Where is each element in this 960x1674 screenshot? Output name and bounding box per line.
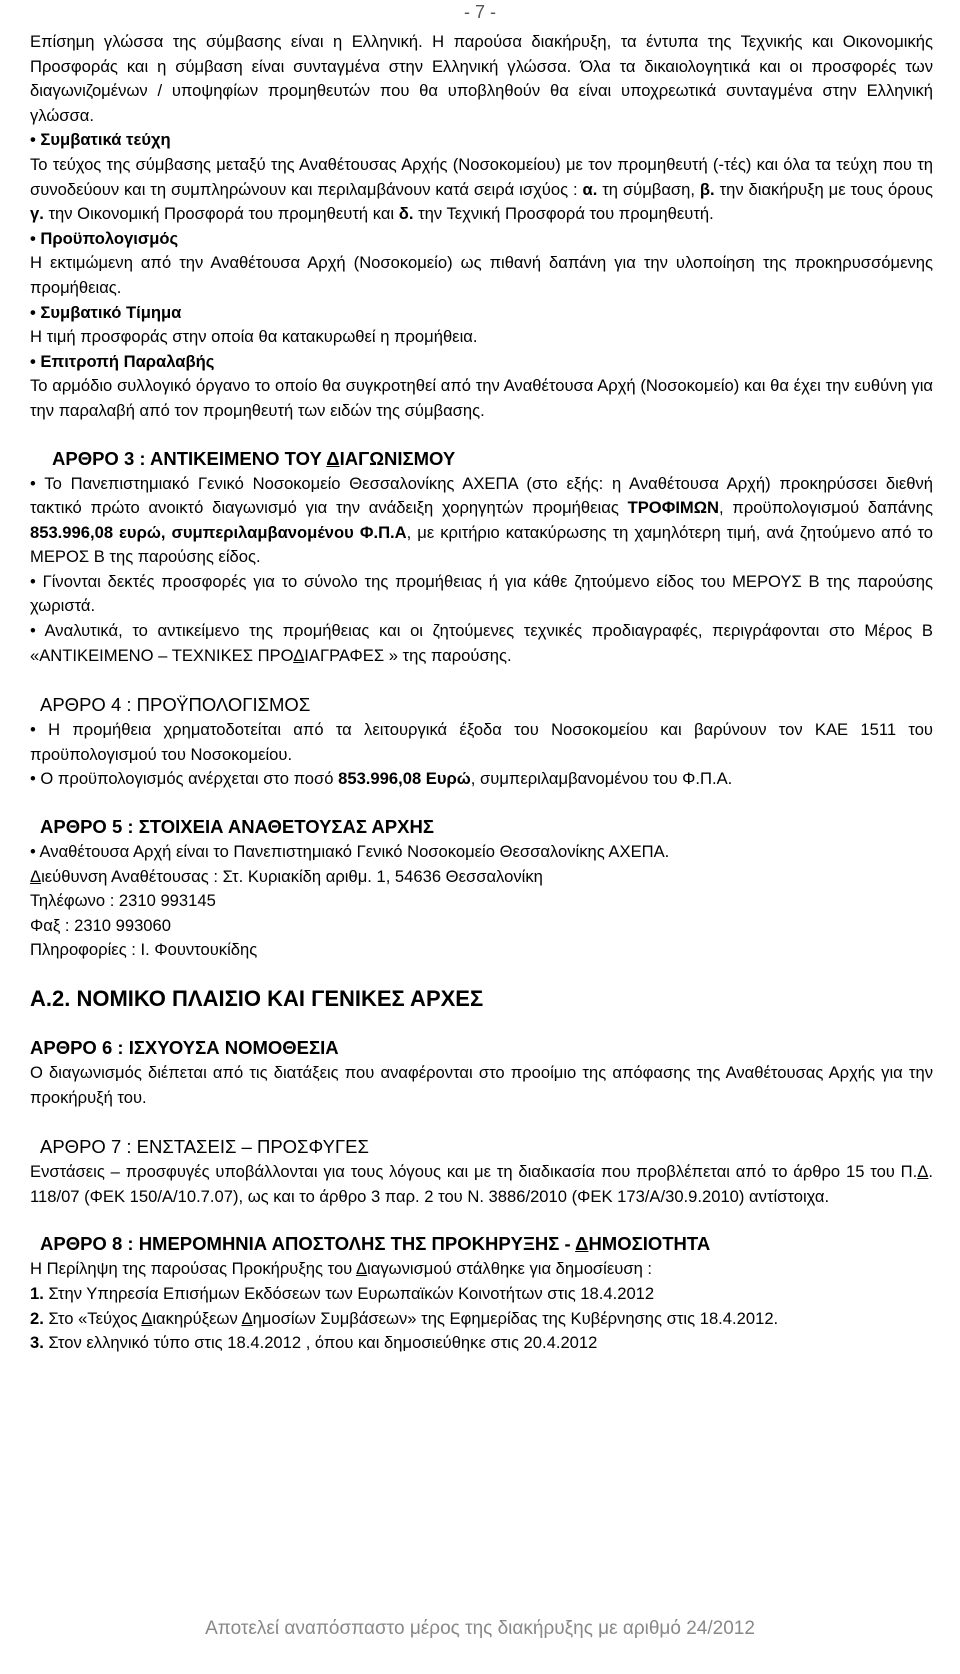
definition-text: Το αρμόδιο συλλογικό όργανο το οποίο θα συγκροτηθεί από την Αναθέτουσα Αρχή (Νοσοκομείο) και θα έχει την ευθύνη για την παραλαβή από τον προμηθευτή των ειδών της σύμβασης. xyxy=(30,376,933,420)
article-8-intro: Η Περίληψη της παρούσας Προκήρυξης του Διαγωνισμού στάλθηκε για δημοσίευση : xyxy=(30,1259,653,1279)
intro-paragraph xyxy=(30,30,933,128)
list-item: 2. Στο «Τεύχος Διακηρύξεων Δημοσίων Συμβάσεων» της Εφημερίδας της Κυβέρνησης στις 18.4.2012. xyxy=(30,1308,779,1328)
article-6-text: Ο διαγωνισμός διέπεται από τις διατάξεις που αναφέρονται στο προοίμιο της απόφασης της Αναθέτουσας Αρχής για την προκήρυξή του. xyxy=(30,1063,933,1107)
definition-text: Η τιμή προσφοράς στην οποία θα κατακυρωθεί η προμήθεια. xyxy=(30,327,478,347)
article-4-bullet: • Ο προϋπολογισμός ανέρχεται στο ποσό 853.996,08 Ευρώ, συμπεριλαμβανομένου του Φ.Π.Α. xyxy=(30,769,733,789)
article-8-heading: ΑΡΘΡΟ 8 : ΗΜΕΡΟΜΗΝΙΑ ΑΠΟΣΤΟΛΗΣ ΤΗΣ ΠΡΟΚΗΡΥΞΗΣ - ΔΗΜΟΣΙΟΤΗΤΑ xyxy=(40,1233,711,1255)
article-7-text: Ενστάσεις – προσφυγές υποβάλλονται για τους λόγους και με τη διαδικασία που προβλέπεται από το άρθρο 15 του Π.Δ. 118/07 (ΦΕΚ 150/Α/10.7.07), ως και το άρθρο 3 παρ. 2 του Ν. 3886/2010 (ΦΕΚ 173/Α/30.9.2010) αντίστοιχα. xyxy=(30,1162,933,1206)
article-3-heading: ΑΡΘΡΟ 3 : ΑΝΤΙΚΕΙΜΕΝΟ ΤΟΥ ΔΙΑΓΩΝΙΣΜΟΥ xyxy=(52,447,456,469)
article-6-heading: ΑΡΘΡΟ 6 : ΙΣΧΥΟΥΣΑ ΝΟΜΟΘΕΣΙΑ xyxy=(30,1037,339,1058)
intro-text-a: Επίσημη γλώσσα της σύμβασης είναι η Ελληνική. Η παρούσα διακήρυξη, τα έντυπα της Τεχνικής και Οικονομικής Προσφοράς και η σύμβαση είναι συνταγμένα στην Ελληνική γλώσσα. xyxy=(30,32,933,76)
definition-term: • Συμβατικό Τίμημα xyxy=(30,302,182,322)
contact-fax: Φαξ : 2310 993060 xyxy=(30,915,171,935)
contact-phone: Τηλέφωνο : 2310 993145 xyxy=(30,891,216,911)
article-7-heading: ΑΡΘΡΟ 7 : ΕΝΣΤΑΣΕΙΣ – ΠΡΟΣΦΥΓΕΣ xyxy=(40,1136,369,1158)
page-number: - 7 - xyxy=(463,2,496,22)
definition-term: • Επιτροπή Παραλαβής xyxy=(30,351,215,371)
article-5-heading: ΑΡΘΡΟ 5 : ΣΤΟΙΧΕΙΑ ΑΝΑΘΕΤΟΥΣΑΣ ΑΡΧΗΣ xyxy=(40,816,434,838)
contact-line: • Αναθέτουσα Αρχή είναι το Πανεπιστημιακό Γενικό Νοσοκομείο Θεσσαλονίκης ΑΧΕΠΑ. xyxy=(30,842,670,862)
definition-term: • Προϋπολογισμός xyxy=(30,228,179,248)
definition-term: • Συμβατικά τεύχη xyxy=(30,130,171,150)
document-body xyxy=(30,30,933,1356)
article-3-bullet: • Αναλυτικά, το αντικείμενο της προμήθειας και οι ζητούμενες τεχνικές προδιαγραφές, περιγράφονται στο Μέρος Β «ΑΝΤΙΚΕΙΜΕΝΟ – ΤΕΧΝΙΚΕΣ ΠΡΟΔΙΑΓΡΑΦΕΣ » της παρούσης. xyxy=(30,621,933,665)
article-4-bullet: • Η προμήθεια χρηματοδοτείται από τα λειτουργικά έξοδα του Νοσοκομείου και βαρύνουν τον ΚΑΕ 1511 του προϋπολογισμού του Νοσοκομείου. xyxy=(30,720,933,764)
definition-text: Το τεύχος της σύμβασης μεταξύ της Αναθέτουσας Αρχής (Νοσοκομείου) με τον προμηθευτή (-τές) και όλα τα τεύχη που τη συνοδεύουν και τη συμπληρώνουν και περιλαμβάνουν κατά σειρά ισχύος : α. τη σύμβαση, β. την διακήρυξη με τους όρους γ. την Οικονομική Προσφορά του προμηθευτή και δ. την Τεχνική Προσφορά του προμηθευτή. xyxy=(30,154,933,224)
contact-line: Διεύθυνση Αναθέτουσας : Στ. Κυριακίδη αριθμ. 1, 54636 Θεσσαλονίκη xyxy=(30,866,543,886)
article-4-heading: ΑΡΘΡΟ 4 : ΠΡΟΫΠΟΛΟΓΙΣΜΟΣ xyxy=(40,694,311,716)
page-footer: Αποτελεί αναπόσπαστο μέρος της διακήρυξης με αριθμό 24/2012 xyxy=(205,1618,755,1639)
article-3-bullet: • Το Πανεπιστημιακό Γενικό Νοσοκομείο Θεσσαλονίκης ΑΧΕΠΑ (στο εξής: η Αναθέτουσα Αρχή) προκηρύσσει διεθνή τακτικό πρώτο ανοικτό διαγωνισμό για την ανάδειξη χορηγητών προμήθειας ΤΡΟΦΙΜΩΝ, προϋπολογισμού δαπάνης 853.996,08 ευρώ, συμπεριλαμβανομένου Φ.Π.Α, με κριτήριο κατακύρωσης τη χαμηλότερη τιμή, ανά ζητούμενο από το ΜΕΡΟΣ Β της παρούσης είδος. xyxy=(30,473,934,567)
article-3-bullet: • Γίνονται δεκτές προσφορές για το σύνολο της προμήθειας ή για κάθε ζητούμενο είδος του ΜΕΡΟΥΣ Β της παρούσης χωριστά. xyxy=(30,571,933,616)
list-item: 1. Στην Υπηρεσία Επισήμων Εκδόσεων των Ευρωπαϊκών Κοινοτήτων στις 18.4.2012 xyxy=(30,1283,655,1303)
definition-text: Η εκτιμώμενη από την Αναθέτουσα Αρχή (Νοσοκομείο) ως πιθανή δαπάνη για την υλοποίηση της προκηρυσσόμενης προμήθειας. xyxy=(30,253,933,297)
contact-info: Πληροφορίες : Ι. Φουντουκίδης xyxy=(30,940,258,960)
section-a2-heading: Α.2. ΝΟΜΙΚΟ ΠΛΑΙΣΙΟ ΚΑΙ ΓΕΝΙΚΕΣ ΑΡΧΕΣ xyxy=(30,986,484,1011)
list-item: 3. Στον ελληνικό τύπο στις 18.4.2012 , όπου και δημοσιεύθηκε στις 20.4.2012 xyxy=(30,1333,598,1353)
intro-text-b: Όλα τα δικαιολογητικά και οι προσφορές των διαγωνιζομένων / υποψηφίων προμηθευτών που θα υποβληθούν θα είναι υποχρεωτικά συνταγμένα στην Ελληνική γλώσσα. xyxy=(30,56,933,125)
